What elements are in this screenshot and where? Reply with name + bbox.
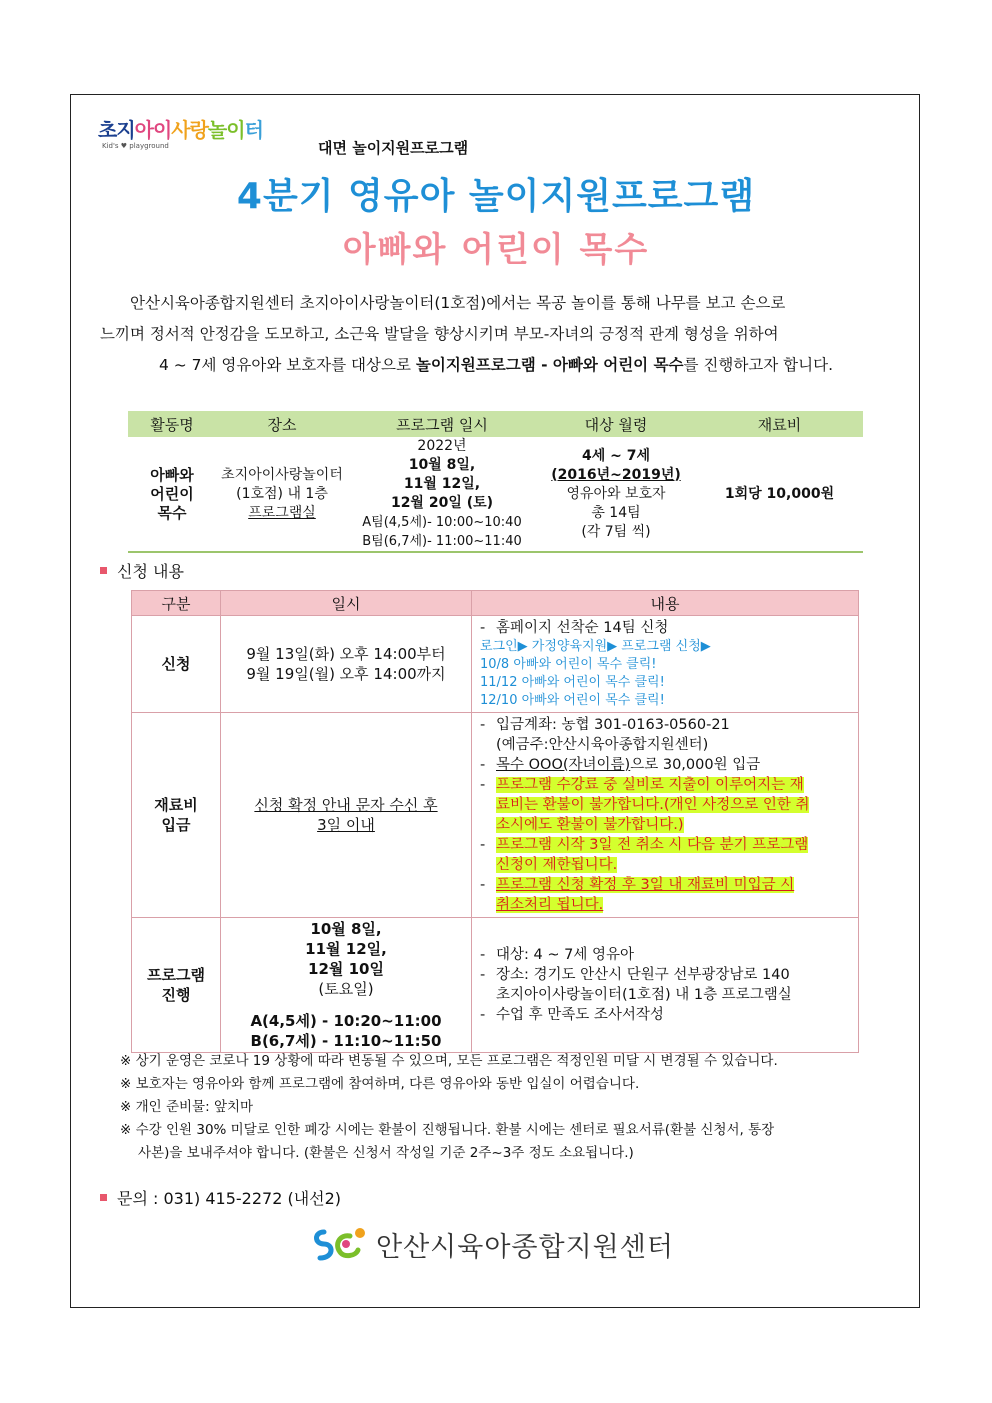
homepage-path-link[interactable]: 로그인▶ 가정양육지원▶ 프로그램 신청▶	[480, 639, 711, 654]
center-logo-icon	[310, 1224, 368, 1264]
apply-link[interactable]: 10/8 아빠와 어린이 목수 클릭!	[480, 657, 657, 672]
overview-header-row	[128, 411, 863, 437]
play-center-logo	[98, 118, 310, 162]
note-item: ※ 개인 준비물: 앞치마	[120, 1099, 254, 1115]
note-item: 사본)을 보내주셔야 합니다. (환불은 신청서 작성일 기준 2주~3주 정도 소요됩니다.)	[138, 1145, 634, 1161]
activity-target: 4세 ~ 7세 (2016년~2019년) 영유아와 보호자 총 14팀 (각 7팀 씩)	[536, 437, 696, 552]
overview-table	[128, 411, 863, 553]
intro-line: 느끼며 정서적 안정감을 도모하고, 소근육 발달을 향상시키며 부모-자녀의 긍정적 관계 형성을 위하여	[100, 325, 779, 343]
overview-header: 활동명	[128, 411, 216, 437]
program-tag: 대면 놀이지원프로그램	[318, 139, 469, 157]
apply-content: - 홈페이지 선착순 14팀 신청 로그인▶ 가정양육지원▶ 프로그램 신청▶ 10/8 아빠와 어린이 목수 클릭! 11/12 아빠와 어린이 목수 클릭! 12/10 아빠와 어린이 목수 클릭!	[472, 616, 859, 713]
bullet-square-icon	[100, 1194, 107, 1201]
intro-line: 4 ~ 7세 영유아와 보호자를 대상으로 놀이지원프로그램 - 아빠와 어린이 목수를 진행하고자 합니다.	[158, 356, 834, 374]
overview-header: 대상 월령	[536, 411, 696, 437]
apply-link[interactable]: 11/12 아빠와 어린이 목수 클릭!	[480, 675, 665, 690]
apply-content: - 입금계좌: 농협 301-0163-0560-21 (예금주:안산시육아종합지원센터) - 목수 OOO(자녀이름)으로 30,000원 입금 - 프로그램 수강료 중 실비로 지출이 이루어지는 재 료비는 환불이 불가합니다.(개인 사정으로 인한 취 소시에도 환불이 불가합니다.) - 프로그램 시작 3일 전 취소 시 다음 분기 프로그램 신청이 제한됩니다. - 프로그램 신청 확정 후 3일 내 재료비 미입금 시 취소처리 됩니다.	[472, 713, 859, 918]
overview-header: 장소	[216, 411, 348, 437]
note-item: ※ 상기 운영은 코로나 19 상황에 따라 변동될 수 있으며, 모든 프로그램은 적정인원 미달 시 변경될 수 있습니다.	[120, 1053, 778, 1069]
apply-header: 구분	[132, 591, 221, 616]
intro-line: 안산시육아종합지원센터 초지아이사랑놀이터(1호점)에서는 목공 놀이를 통해 나무를 보고 손으로	[130, 294, 786, 312]
page-title: 4분기 영유아 놀이지원프로그램	[236, 176, 756, 217]
section-apply-heading: 신청 내용	[100, 559, 184, 582]
apply-category: 신청	[132, 616, 221, 713]
notes-section	[120, 1050, 890, 1165]
apply-date: 10월 8일, 11월 12일, 12월 10일 (토요일) A(4,5세) - 10:20~11:00 B(6,7세) - 11:10~11:50	[221, 918, 472, 1053]
apply-table	[131, 590, 859, 1053]
footer-logo-block	[310, 1222, 674, 1266]
intro-paragraph	[100, 288, 892, 381]
apply-header: 내용	[472, 591, 859, 616]
apply-header-row	[132, 591, 859, 616]
activity-schedule: 2022년 10월 8일, 11월 12일, 12월 20일 (토) A팀(4,5세)- 10:00~10:40 B팀(6,7세)- 11:00~11:40	[348, 437, 536, 552]
apply-content: - 대상: 4 ~ 7세 영유아 - 장소: 경기도 안산시 단원구 선부광장남로 140 초지아이사랑놀이터(1호점) 내 1층 프로그램실 - 수업 후 만족도 조사서작성	[472, 918, 859, 1053]
apply-link[interactable]: 12/10 아빠와 어린이 목수 클릭!	[480, 693, 665, 708]
apply-category: 재료비 입금	[132, 713, 221, 918]
cancel-warning: - 프로그램 시작 3일 전 취소 시 다음 분기 프로그램	[480, 837, 809, 853]
payment-warning: - 프로그램 신청 확정 후 3일 내 재료비 미입금 시	[480, 877, 795, 893]
activity-name: 아빠와 어린이 목수	[128, 437, 216, 552]
page-subtitle: 아빠와 어린이 목수	[342, 230, 650, 270]
bullet-square-icon	[100, 567, 107, 574]
apply-header: 일시	[221, 591, 472, 616]
note-item: ※ 수강 인원 30% 미달로 인한 폐강 시에는 환불이 진행됩니다. 환불 시에는 센터로 필요서류(환불 신청서, 통장	[120, 1122, 775, 1138]
apply-date: 신청 확정 안내 문자 수신 후 3일 이내	[221, 713, 472, 918]
overview-row	[128, 437, 863, 552]
apply-date: 9월 13일(화) 오후 14:00부터 9월 19일(월) 오후 14:00까지	[221, 616, 472, 713]
apply-category: 프로그램 진행	[132, 918, 221, 1053]
center-name: 안산시육아종합지원센터	[376, 1231, 674, 1263]
logo-subtext: Kid's ♥ playground	[102, 142, 169, 150]
activity-place: 초지아이사랑놀이터 (1호점) 내 1층 프로그램실	[216, 437, 348, 552]
overview-header: 프로그램 일시	[348, 411, 536, 437]
apply-row	[132, 713, 859, 918]
refund-warning: - 프로그램 수강료 중 실비로 지출이 이루어지는 재	[480, 777, 804, 793]
logo-wordmark: 초지아이사랑놀이터	[98, 118, 263, 142]
overview-header: 재료비	[696, 411, 863, 437]
activity-fee: 1회당 10,000원	[696, 437, 863, 552]
contact-info: 문의 : 031) 415-2272 (내선2)	[100, 1186, 341, 1209]
apply-row	[132, 918, 859, 1053]
note-item: ※ 보호자는 영유아와 함께 프로그램에 참여하며, 다른 영유아와 동반 입실이 어렵습니다.	[120, 1076, 640, 1092]
apply-row	[132, 616, 859, 713]
